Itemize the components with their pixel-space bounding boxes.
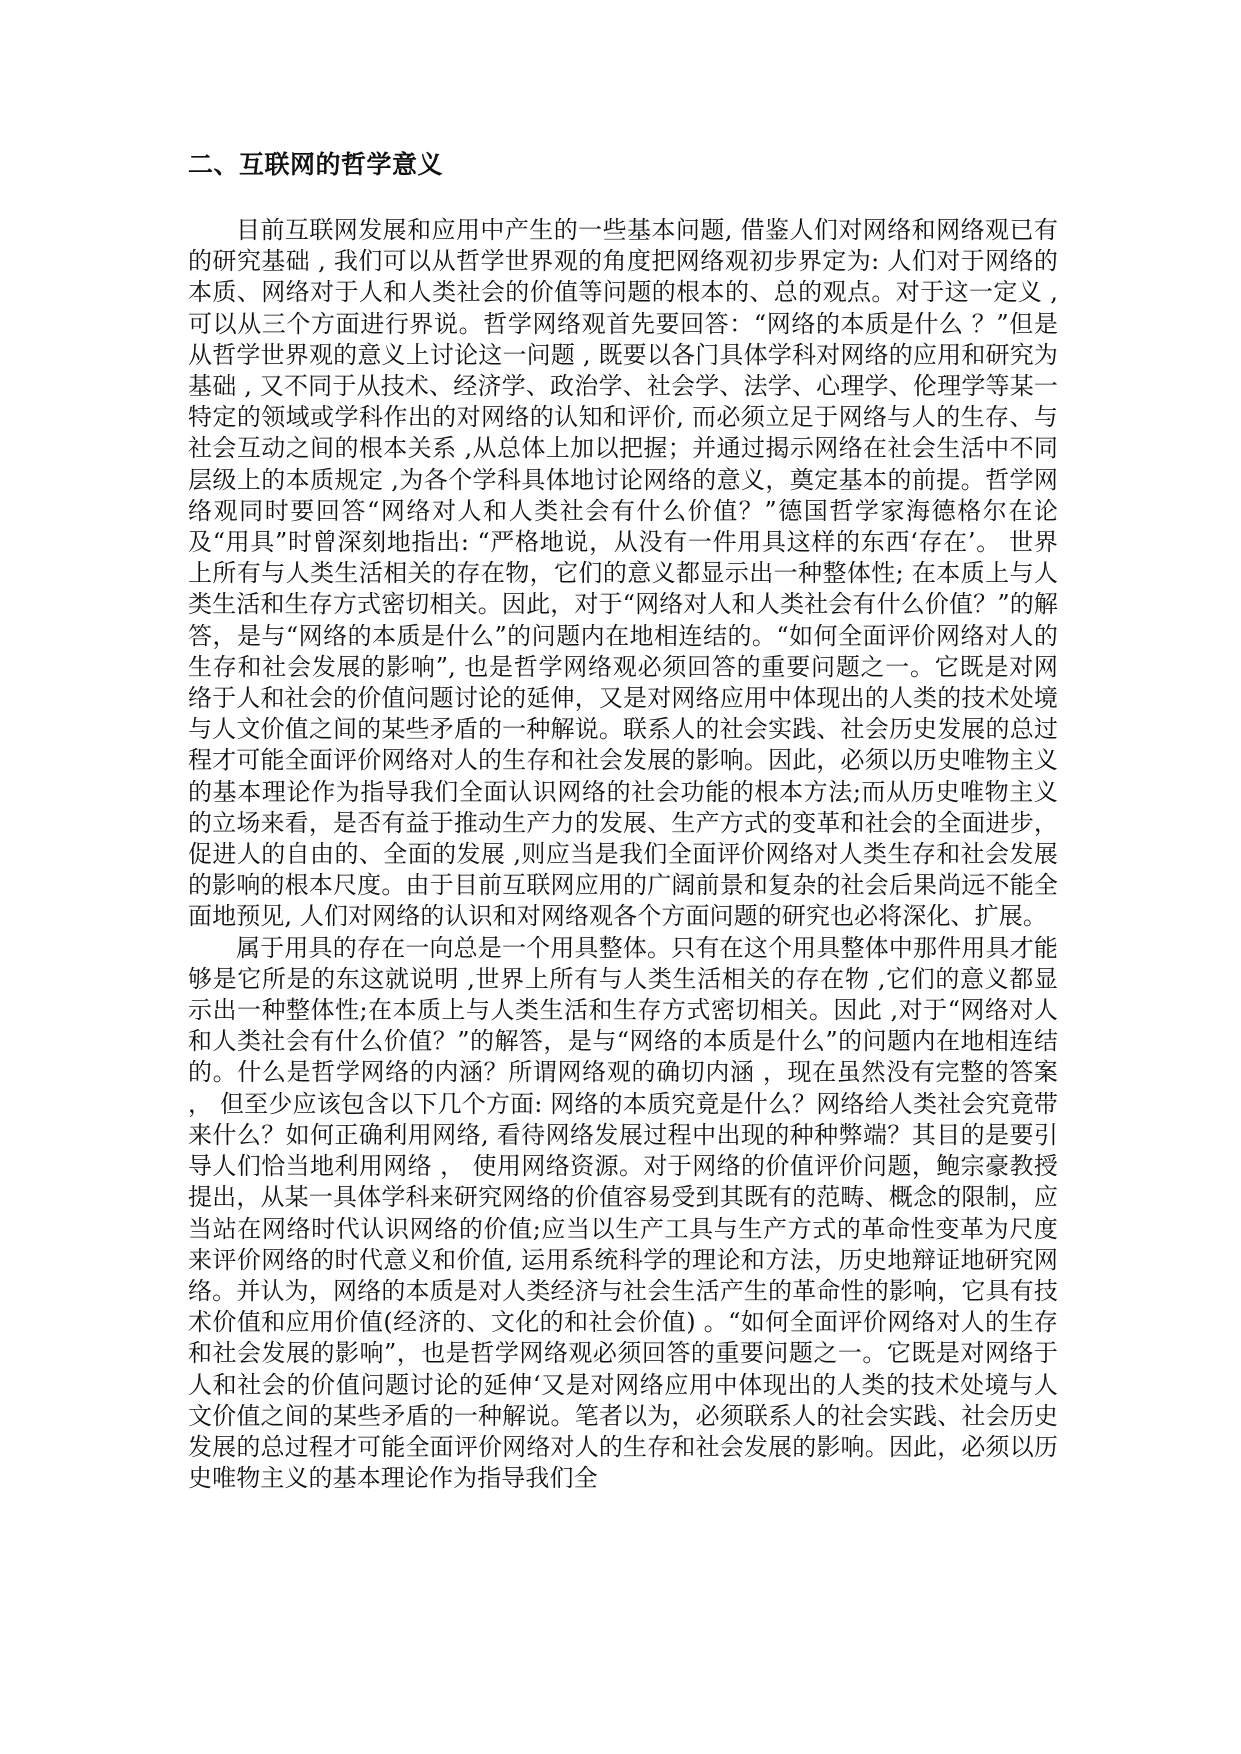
body-paragraph: 目前互联网发展和应用中产生的一些基本问题, 借鉴人们对网络和网络观已有的研究基础 , 我们可以从哲学世界观的角度把网络观初步界定为: 人们对于网络的本质、网络对于人和人类社会的价值等问题的根本的、总的观点。对于这一定义 , 可以从三个方面进行界说。哲学网络观首先要回答：“网络的本质是什么 ？”但是从哲学世界观的意义上讨论这一问题 , 既要以各门具体学科对网络的应用和研究为基础 , 又不同于从技术、经济学、政治学、社会学、法学、心理学、伦理学等某一特定的领域或学科作出的对网络的认知和评价, 而必须立足于网络与人的生存、与社会互动之间的根本关系 ,从总体上加以把握；并通过揭示网络在社会生活中不同层级上的本质规定 ,为各个学科具体地讨论网络的意义，奠定基本的前提。哲学网络观同时要回答“网络对人和人类社会有什么价值？”德国哲学家海德格尔在论及“用具”时曾深刻地指出: “严格地说，从没有一件用具这样的东西‘存在’。 世界上所有与人类生活相关的存在物，它们的意义都显示出一种整体性; 在本质上与人类生活和生存方式密切相关。因此，对于“网络对人和人类社会有什么价值？”的解答，是与“网络的本质是什么”的问题内在地相连结的。“如何全面评价网络对人的生存和社会发展的影响”, 也是哲学网络观必须回答的重要问题之一。它既是对网络于人和社会的价值问题讨论的延伸，又是对网络应用中体现出的人类的技术处境与人文价值之间的某些矛盾的一种解说。联系人的社会实践、社会历史发展的总过程才可能全面评价网络对人的生存和社会发展的影响。因此，必须以历史唯物主义的基本理论作为指导我们全面认识网络的社会功能的根本方法;而从历史唯物主义的立场来看，是否有益于推动生产力的发展、生产方式的变革和社会的全面进步，促进人的自由的、全面的发展 ,则应当是我们全面评价网络对人类生存和社会发展的影响的根本尺度。由于目前互联网应用的广阔前景和复杂的社会后果尚远不能全面地预见, 人们对网络的认识和对网络观各个方面问题的研究也必将深化、扩展。 [188,216,1058,931]
body-paragraph: 属于用具的存在一向总是一个用具整体。只有在这个用具整体中那件用具才能够是它所是的东这就说明 ,世界上所有与人类生活相关的存在物 ,它们的意义都显示出一种整体性;在本质上与人类生活和生存方式密切相关。因此 ,对于“网络对人和人类社会有什么价值？”的解答，是与“网络的本质是什么”的问题内在地相连结的。什么是哲学网络的内涵？所谓网络观的确切内涵 ，现在虽然没有完整的答案 ， 但至少应该包含以下几个方面: 网络的本质究竟是什么？网络给人类社会究竟带来什么？如何正确利用网络, 看待网络发展过程中出现的种种弊端？其目的是要引导人们恰当地利用网络 ， 使用网络资源。对于网络的价值评价问题，鲍宗豪教授提出，从某一具体学科来研究网络的价值容易受到其既有的范畴、概念的限制，应当站在网络时代认识网络的价值;应当以生产工具与生产方式的革命性变革为尺度来评价网络的时代意义和价值, 运用系统科学的理论和方法，历史地辩证地研究网络。并认为，网络的本质是对人类经济与社会生活产生的革命性的影响，它具有技术价值和应用价值(经济的、文化的和社会价值) 。“如何全面评价网络对人的生存和社会发展的影响”，也是哲学网络观必须回答的重要问题之一。它既是对网络于人和社会的价值问题讨论的延伸‘又是对网络应用中体现出的人类的技术处境与人文价值之间的某些矛盾的一种解说。笔者以为，必须联系人的社会实践、社会历史发展的总过程才可能全面评价网络对人的生存和社会发展的影响。因此，必须以历史唯物主义的基本理论作为指导我们全 [188,933,1058,1493]
document-body [188,148,1058,1494]
section-heading: 二、互联网的哲学意义 [188,150,444,179]
